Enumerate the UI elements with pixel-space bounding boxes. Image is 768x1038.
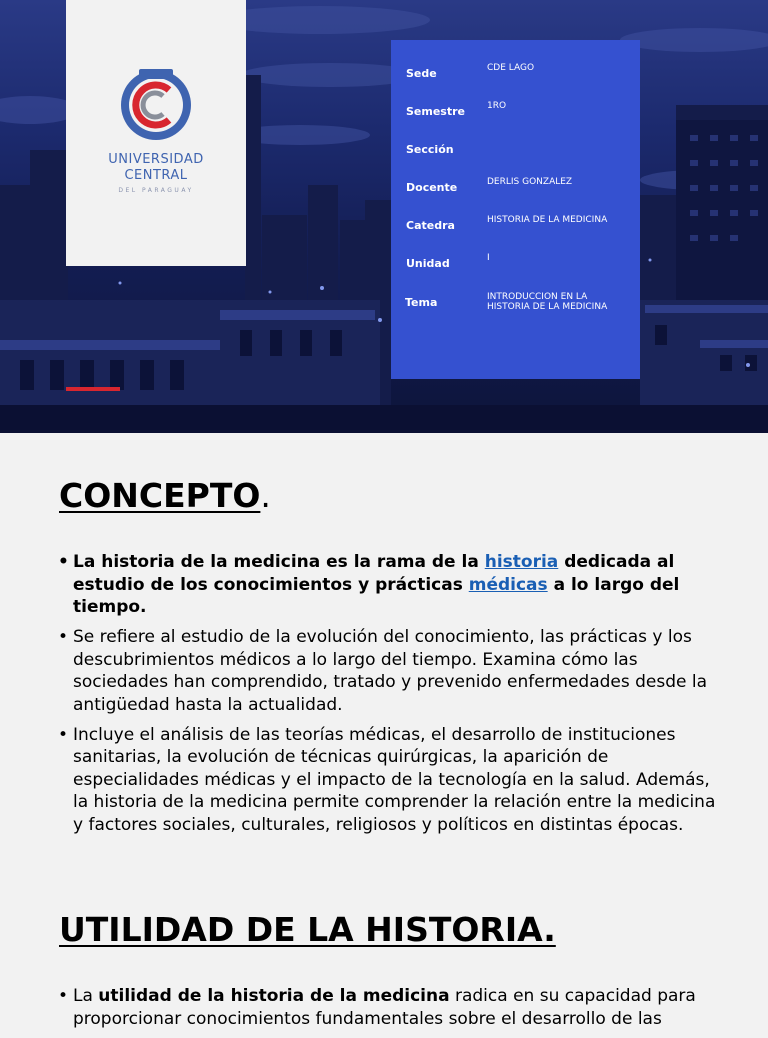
cover-header [0,0,768,433]
bold-text: utilidad de la historia de la medicina [98,986,450,1006]
accent-red-bar [66,387,120,391]
university-logo-card [66,0,246,266]
info-value: I [487,253,490,263]
info-value: INTRODUCCION EN LA HISTORIA DE LA MEDICINA [487,292,608,312]
heading-period: . [260,476,271,515]
info-label: Sede [406,67,437,80]
text-span: dedicada al estudio de los conocimientos y prácticas [73,552,675,595]
text-span: La historia de la medicina es la rama de la [73,552,485,572]
concepto-bullet-list [58,551,718,844]
heading-text: UTILIDAD DE LA HISTORIA. [59,910,556,949]
info-label: Unidad [406,257,450,270]
text-span: radica en su capacidad para proporcionar conocimientos fundamentales sobre el desarrollo de las [73,986,696,1029]
university-logo-icon [119,68,193,142]
info-label: Catedra [406,219,455,232]
medicas-link[interactable]: médicas [468,574,548,595]
info-label: Docente [406,181,458,194]
info-label: Semestre [406,105,465,118]
section-heading-concepto [59,476,271,516]
text-span: a lo largo del tiempo. [73,574,680,617]
info-value: 1RO [487,101,507,111]
utilidad-bullet-list [58,985,718,1038]
list-item: • Se refiere al estudio de la evolución del conocimiento, las prácticas y los descubrimientos médicos a lo largo del tiempo. Examina cómo las sociedades han comprendido, tratado y prevenido enfermedades desde la antigüedad hasta la actualidad. [58,626,718,716]
list-item [58,551,718,619]
section-heading-utilidad [59,910,556,950]
text-span: La [73,986,99,1006]
list-item [58,985,718,1030]
list-item: • Incluye el análisis de las teorías médicas, el desarrollo de instituciones sanitarias, la evolución de técnicas quirúrgicas, la aparición de especialidades médicas y el impacto de la tecnología en la salud. Además, la historia de la medicina permite comprender la relación entre la medicina y factores sociales, culturales, religiosos y políticos en distintas épocas. [58,724,718,837]
historia-link[interactable]: historia [484,552,559,572]
university-subtitle: DEL PARAGUAY [118,187,194,194]
info-label: Tema [405,296,438,309]
heading-text: CONCEPTO [59,476,261,515]
info-value: CDE LAGO [487,63,535,73]
info-label: Sección [406,143,454,156]
course-info-box [391,40,640,379]
university-name-line2: CENTRAL [124,168,188,183]
info-value: HISTORIA DE LA MEDICINA [487,215,608,225]
university-name-line1: UNIVERSIDAD [108,152,204,167]
info-value: DERLIS GONZALEZ [487,177,573,187]
